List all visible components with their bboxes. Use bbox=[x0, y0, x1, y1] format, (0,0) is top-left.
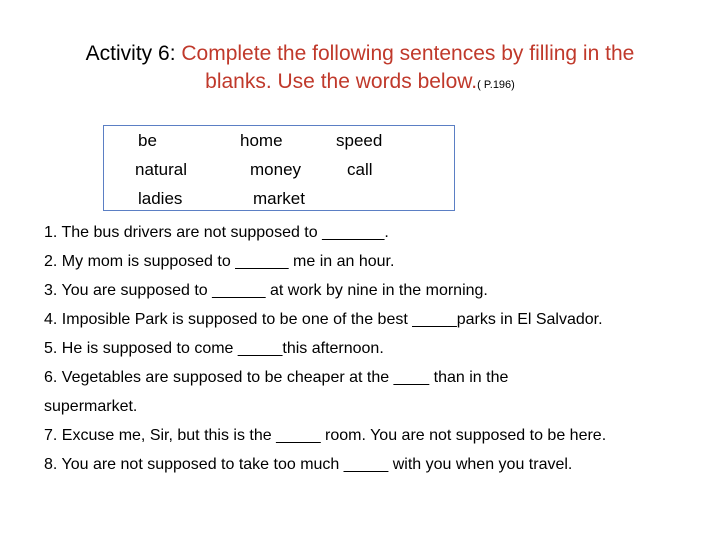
title-line-2 bbox=[0, 68, 720, 99]
sentence: 6. Vegetables are supposed to be cheaper at the ____ than in the bbox=[44, 369, 509, 386]
title-line-1 bbox=[0, 40, 720, 68]
sentence: 1. The bus drivers are not supposed to _______. bbox=[44, 224, 389, 241]
word-bank-item: home bbox=[240, 131, 283, 150]
instruction-line-1: Complete the following sentences by filling in the bbox=[181, 42, 635, 65]
sentence: 5. He is supposed to come _____this afternoon. bbox=[44, 340, 384, 357]
sentence: 2. My mom is supposed to ______ me in an hour. bbox=[44, 253, 395, 270]
word-bank-item: ladies bbox=[138, 189, 183, 208]
word-bank-item: speed bbox=[336, 131, 383, 150]
sentence: 3. You are supposed to ______ at work by nine in the morning. bbox=[44, 282, 488, 299]
activity-title bbox=[0, 40, 720, 99]
word-bank-item: money bbox=[250, 160, 302, 179]
sentence: 4. Imposible Park is supposed to be one of the best _____parks in El Salvador. bbox=[44, 311, 603, 328]
word-bank-item: natural bbox=[135, 160, 187, 179]
sentence: 7. Excuse me, Sir, but this is the _____ room. You are not supposed to be here. bbox=[44, 427, 607, 444]
sentence-continuation: supermarket. bbox=[44, 398, 138, 415]
word-bank-item: be bbox=[138, 131, 157, 150]
word-bank-item: market bbox=[253, 189, 305, 208]
instruction-line-2: blanks. Use the words below. bbox=[205, 70, 478, 93]
activity-label: Activity 6: bbox=[85, 42, 182, 65]
sentence-list bbox=[44, 218, 714, 479]
page-reference: ( P.196) bbox=[477, 79, 515, 91]
sentence: 8. You are not supposed to take too much _____ with you when you travel. bbox=[44, 456, 573, 473]
word-bank-item: call bbox=[347, 160, 373, 179]
